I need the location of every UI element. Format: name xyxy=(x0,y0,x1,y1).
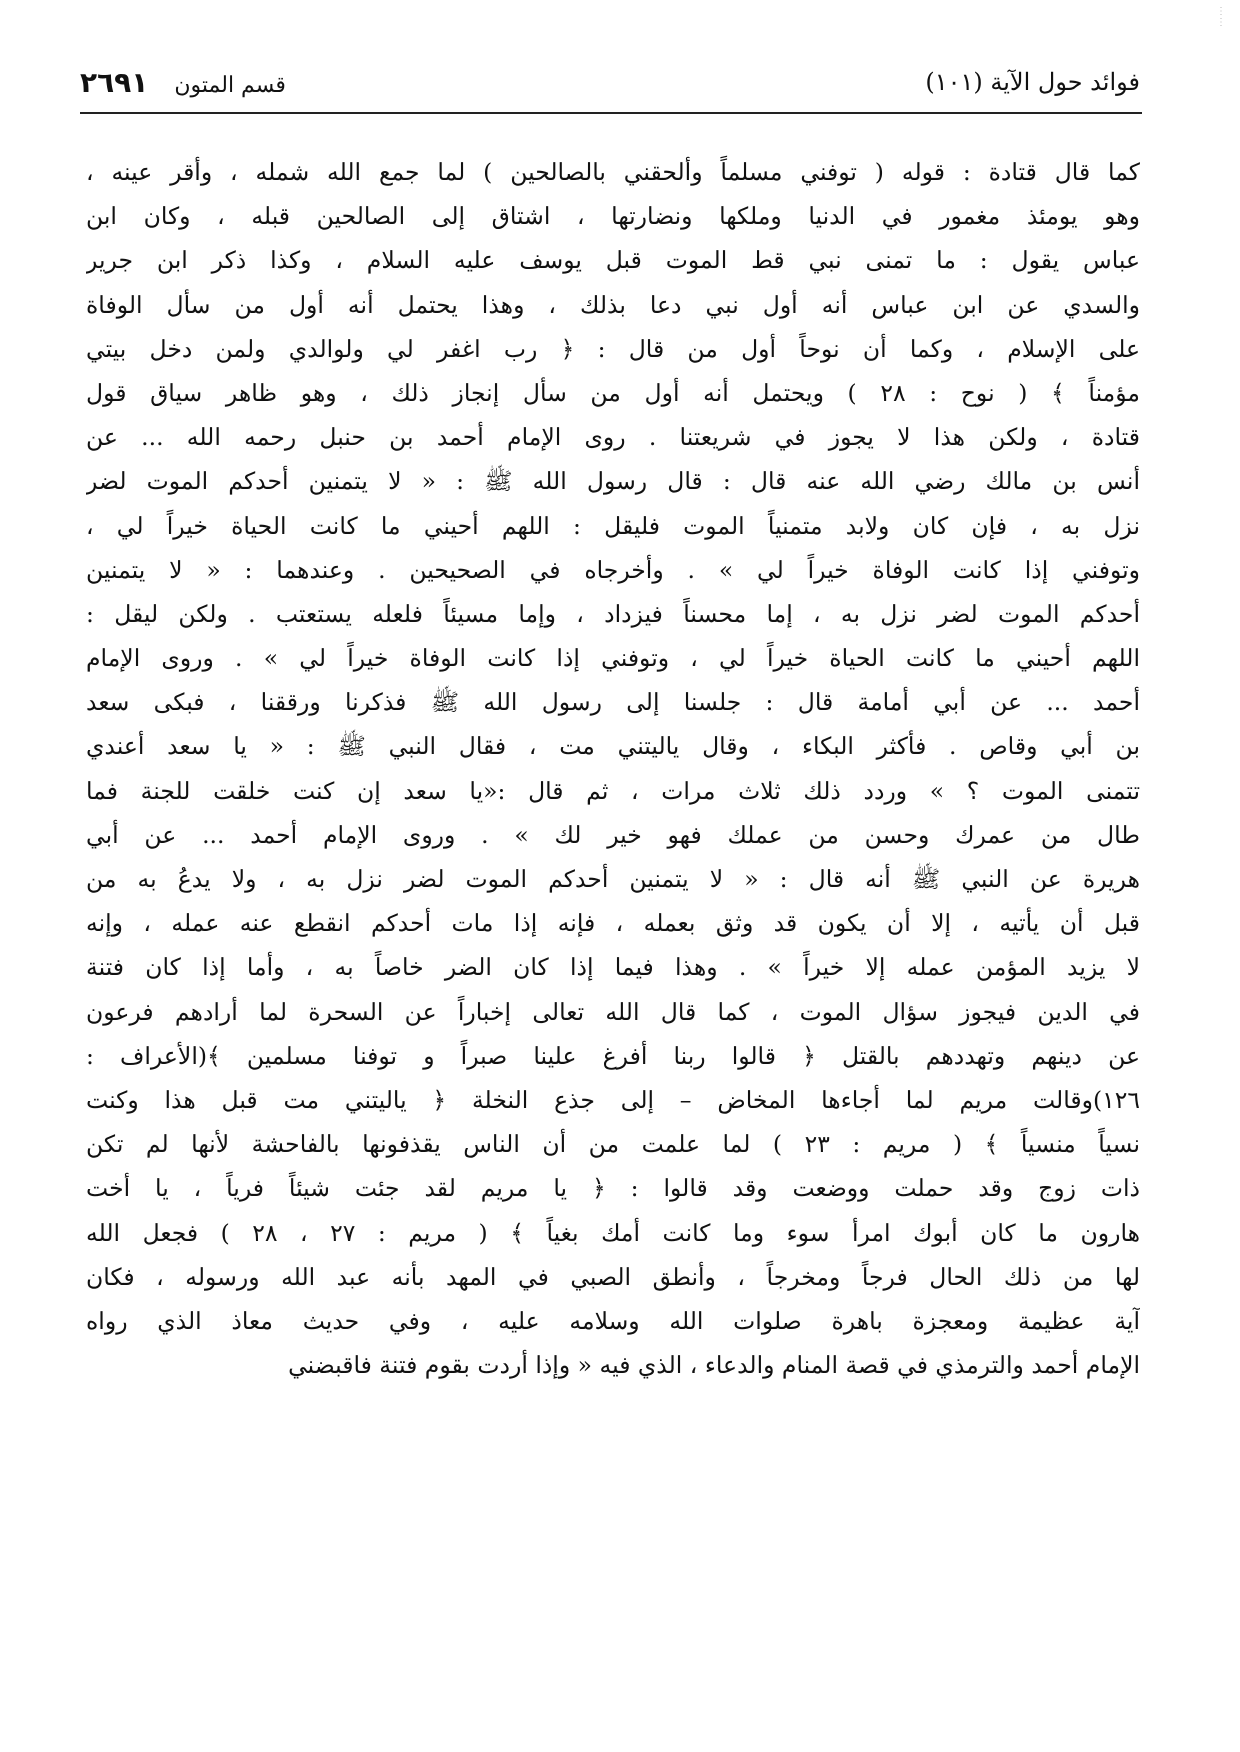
text-line: والسدي عن ابن عباس أنه أول نبي دعا بذلك ، وهذا يحتمل أنه أول من سأل الوفاة xyxy=(86,290,1140,319)
text-line: ١٢٦)وقالت مريم لما أجاءها المخاض – إلى جذع النخلة ﴿ ياليتني مت قبل هذا وكنت xyxy=(86,1085,1140,1114)
text-line: هريرة عن النبي ﷺ أنه قال : « لا يتمنين أحدكم الموت لضر نزل به ، ولا يدعُ به من xyxy=(86,865,1140,893)
text-line: لا يزيد المؤمن عمله إلا خيراً » . وهذا فيما إذا كان الضر خاصاً به ، وأما إذا كان فتنة xyxy=(86,953,1140,982)
text-line: كما قال قتادة : قوله ( توفني مسلماً وألحقني بالصالحين ) لما جمع الله شمله ، وأقر عينه ، xyxy=(86,158,1140,186)
header-rule xyxy=(80,112,1142,114)
text-line: اللهم أحيني ما كانت الحياة خيراً لي ، وتوفني إذا كانت الوفاة خيراً لي » . وروى الإمام xyxy=(86,644,1140,673)
text-line: وهو يومئذ مغمور في الدنيا وملكها ونضارتها ، اشتاق إلى الصالحين قبله ، وكان ابن xyxy=(86,202,1140,231)
text-line: عن دينهم وتهددهم بالقتل ﴿ قالوا ربنا أفرغ علينا صبراً و توفنا مسلمين ﴾(الأعراف : xyxy=(86,1041,1140,1070)
text-line: قتادة ، ولكن هذا لا يجوز في شريعتنا . روى الإمام أحمد بن حنبل رحمه الله ... عن xyxy=(86,423,1140,452)
text-line: طال من عمرك وحسن من عملك فهو خير لك » . وروى الإمام أحمد ... عن أبي xyxy=(86,820,1140,849)
text-line: أنس بن مالك رضي الله عنه قال : قال رسول الله ﷺ : « لا يتمنين أحدكم الموت لضر xyxy=(86,467,1140,496)
page-header xyxy=(80,62,1140,110)
header-left-group xyxy=(80,66,286,99)
text-line: نسياً منسياً ﴾ ( مريم : ٢٣ ) لما علمت من أن الناس يقذفونها بالفاحشة لأنها لم تكن xyxy=(86,1130,1140,1159)
text-line: قبل أن يأتيه ، إلا أن يكون قد وثق بعمله ، فإنه إذا مات أحدكم انقطع عنه عمله ، وإنه xyxy=(86,909,1140,938)
text-line: وتوفني إذا كانت الوفاة خيراً لي » . وأخرجاه في الصحيحين . وعندهما : « لا يتمنين xyxy=(86,555,1140,584)
text-line: ذات زوج وقد حملت ووضعت وقد قالوا : ﴿ يا مريم لقد جئت شيئاً فرياً ، يا أخت xyxy=(86,1174,1140,1203)
text-line: مؤمناً ﴾ ( نوح : ٢٨ ) ويحتمل أنه أول من سأل إنجاز ذلك ، وهو ظاهر سياق قول xyxy=(86,378,1140,407)
text-line: أحدكم الموت لضر نزل به ، إما محسناً فيزداد ، وإما مسيئاً فلعله يستعتب . ولكن ليقل : xyxy=(86,599,1140,628)
text-line: على الإسلام ، وكما أن نوحاً أول من قال : ﴿ رب اغفر لي ولوالدي ولمن دخل بيتي xyxy=(86,334,1140,363)
text-line: نزل به ، فإن كان ولابد متمنياً الموت فليقل : اللهم أحيني ما كانت الحياة خيراً لي ، xyxy=(86,511,1140,540)
text-line: أحمد ... عن أبي أمامة قال : جلسنا إلى رسول الله ﷺ فذكرنا ورققنا ، فبكى سعد xyxy=(86,688,1140,717)
page-number: ٢٦٩١ xyxy=(80,66,149,99)
body-text xyxy=(86,150,1140,1387)
text-line: تتمنى الموت ؟ » وردد ذلك ثلاث مرات ، ثم قال :«يا سعد إن كنت خلقت للجنة فما xyxy=(86,776,1140,805)
text-line: لها من ذلك الحال فرجاً ومخرجاً ، وأنطق الصبي في المهد بأنه عبد الله ورسوله ، فكان xyxy=(86,1262,1140,1291)
text-line: هارون ما كان أبوك امرأ سوء وما كانت أمك بغياً ﴾ ( مريم : ٢٧ ، ٢٨ ) فجعل الله xyxy=(86,1218,1140,1247)
text-line: في الدين فيجوز سؤال الموت ، كما قال الله تعالى إخباراً عن السحرة لما أرادهم فرعون xyxy=(86,997,1140,1026)
text-line: آية عظيمة ومعجزة باهرة صلوات الله وسلامه عليه ، وفي حديث معاذ الذي رواه xyxy=(86,1306,1140,1335)
text-line: بن أبي وقاص . فأكثر البكاء ، وقال ياليتني مت ، فقال النبي ﷺ : « يا سعد أعندي xyxy=(86,732,1140,761)
margin-marks: ⋮ ⋮ xyxy=(1216,6,1226,28)
text-line: الإمام أحمد والترمذي في قصة المنام والدعاء ، الذي فيه « وإذا أردت بقوم فتنة فاقبضني xyxy=(288,1351,1140,1380)
text-line: عباس يقول : ما تمنى نبي قط الموت قبل يوسف عليه السلام ، وكذا ذكر ابن جرير xyxy=(86,246,1140,275)
running-title: فوائد حول الآية (١٠١) xyxy=(925,68,1140,96)
section-name: قسم المتون xyxy=(174,73,286,98)
